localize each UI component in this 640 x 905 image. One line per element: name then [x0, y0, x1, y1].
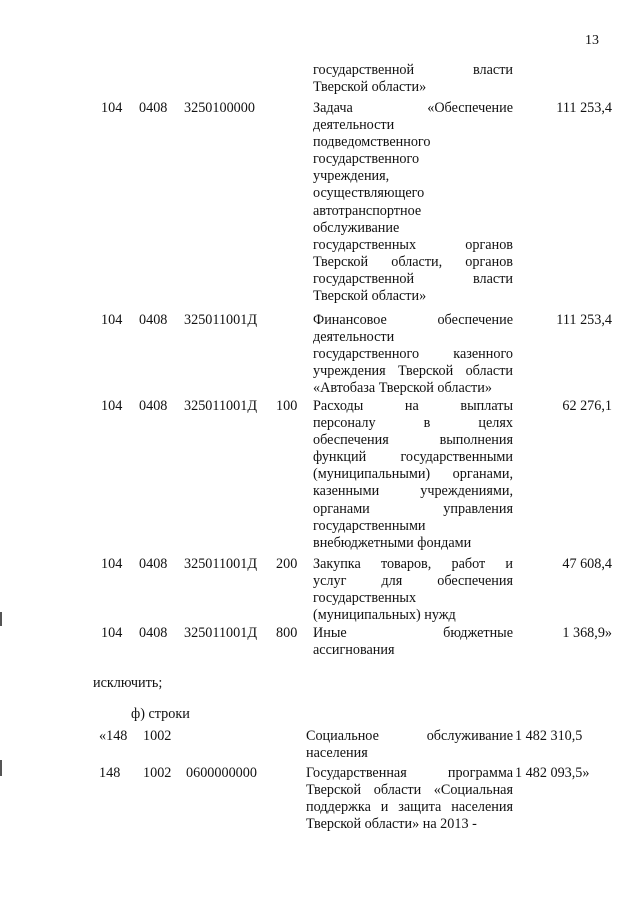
row-code-subsection: 1002 [143, 765, 172, 781]
description-line: Тверской области, органов [313, 253, 513, 270]
row-code-expense: 100 [276, 398, 298, 414]
row-amount: 1 482 310,5 [515, 728, 583, 744]
row-description [306, 728, 513, 762]
row-code-target: 325011001Д [184, 312, 257, 328]
row-code-subsection: 0408 [139, 100, 168, 116]
description-line: (муниципальными) органами, [313, 466, 513, 483]
description-line: услуг для обеспечения [313, 573, 513, 590]
row-code-target: 325011001Д [184, 625, 257, 641]
row-code-target: 325011001Д [184, 556, 257, 572]
row-code-target: 0600000000 [186, 765, 257, 781]
row-amount: 47 608,4 [562, 556, 612, 572]
row-code-section: 148 [99, 765, 121, 781]
description-line: Тверской области «Социальная [306, 782, 513, 799]
row-code-expense: 800 [276, 625, 298, 641]
description-line: учреждения Тверской области [313, 363, 513, 380]
description-line: Социальное обслуживание [306, 728, 513, 744]
description-line: Тверской области» [313, 288, 427, 305]
row-description [313, 62, 513, 96]
row-amount: 111 253,4 [556, 312, 612, 328]
row-code-section: 104 [101, 556, 123, 572]
description-line: государственными [313, 517, 426, 534]
row-code-subsection: 1002 [143, 728, 172, 744]
row-code-section: 104 [101, 625, 123, 641]
description-line: осуществляющего [313, 185, 425, 202]
description-line: государственной власти [313, 270, 513, 287]
description-line: государственного [313, 151, 420, 168]
description-line: Иные бюджетные [313, 625, 513, 641]
description-line: «Автобаза Тверской области» [313, 380, 492, 397]
row-description [313, 100, 513, 305]
row-code-expense: 200 [276, 556, 298, 572]
row-code-subsection: 0408 [139, 556, 168, 572]
description-line: Государственная программа [306, 765, 513, 781]
description-line: населения [306, 745, 368, 762]
description-line: государственной власти [313, 62, 513, 78]
instruction-lines: ф) строки [131, 706, 190, 722]
row-code-section: 104 [101, 100, 123, 116]
row-description [313, 398, 513, 552]
description-line: государственных [313, 590, 417, 607]
row-amount: 62 276,1 [562, 398, 612, 414]
description-line: поддержка и защита населения [306, 799, 513, 816]
row-code-subsection: 0408 [139, 312, 168, 328]
row-code-subsection: 0408 [139, 398, 168, 414]
description-line: Расходы на выплаты [313, 398, 513, 414]
row-description [313, 312, 513, 397]
row-code-section: 104 [101, 398, 123, 414]
row-code-subsection: 0408 [139, 625, 168, 641]
description-line: органами управления [313, 500, 513, 517]
description-line: (муниципальных) нужд [313, 607, 456, 624]
description-line: деятельности [313, 117, 395, 134]
description-line: Задача «Обеспечение [313, 100, 513, 116]
description-line: функций государственными [313, 449, 513, 466]
description-line: персоналу в целях [313, 415, 513, 432]
description-line: Тверской области» на 2013 - [306, 816, 477, 833]
description-line: Финансовое обеспечение [313, 312, 513, 328]
scan-edge-mark [0, 760, 2, 776]
description-line: подведомственного [313, 134, 431, 151]
row-amount: 1 482 093,5» [515, 765, 590, 781]
description-line: обслуживание [313, 219, 400, 236]
row-amount: 111 253,4 [556, 100, 612, 116]
row-description [313, 556, 513, 624]
description-line: казенными учреждениями, [313, 483, 513, 500]
row-code-section: «148 [99, 728, 128, 744]
description-line: обеспечения выполнения [313, 432, 513, 449]
page-number: 13 [585, 33, 599, 48]
row-code-section: 104 [101, 312, 123, 328]
description-line: Закупка товаров, работ и [313, 556, 513, 572]
description-line: деятельности [313, 329, 395, 346]
row-description [313, 625, 513, 659]
scan-edge-mark [0, 612, 2, 626]
description-line: внебюджетными фондами [313, 534, 472, 551]
description-line: ассигнования [313, 642, 395, 659]
row-description [306, 765, 513, 833]
description-line: учреждения, [313, 168, 390, 185]
instruction-exclude: исключить; [93, 675, 163, 691]
description-line: Тверской области» [313, 79, 427, 96]
description-line: автотранспортное [313, 202, 422, 219]
row-code-target: 3250100000 [184, 100, 255, 116]
description-line: государственных органов [313, 236, 513, 253]
row-amount: 1 368,9» [562, 625, 612, 641]
row-code-target: 325011001Д [184, 398, 257, 414]
description-line: государственного казенного [313, 346, 513, 363]
